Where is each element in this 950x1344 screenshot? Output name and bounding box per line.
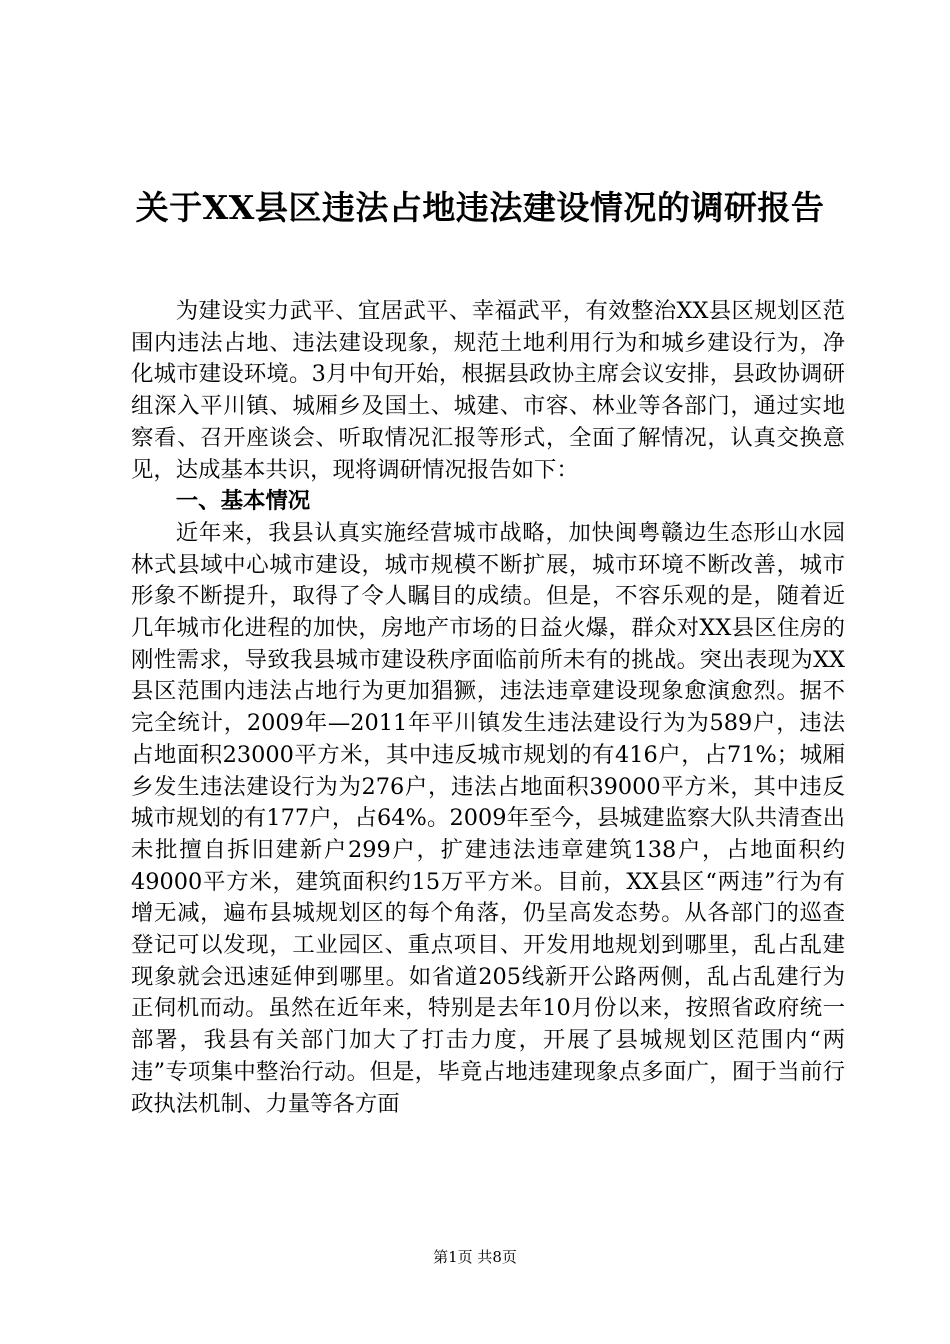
document-body: [131, 296, 845, 1120]
page-number-footer: 第1页 共8页: [433, 1248, 517, 1266]
intro-paragraph: 为建设实力武平、宜居武平、幸福武平，有效整治XX县区规划区范围内违法占地、违法建设现象，规范土地利用行为和城乡建设行为，净化城市建设环境。3月中旬开始，根据县政协主席会议安排，县政协调研组深入平川镇、城厢乡及国土、城建、市容、林业等各部门，通过实地察看、召开座谈会、听取情况汇报等形式，全面了解情况，认真交换意见，达成基本共识，现将调研情况报告如下：: [131, 298, 845, 483]
section-heading-basic-situation: 一、基本情况: [175, 488, 311, 515]
document-title: 关于XX县区违法占地违法建设情况的调研报告: [135, 188, 825, 227]
basic-situation-paragraph: 近年来，我县认真实施经营城市战略，加快闽粤赣边生态形山水园林式县域中心城市建设，城市规模不断扩展，城市环境不断改善，城市形象不断提升，取得了令人瞩目的成绩。但是，不容乐观的是，随着近几年城市化进程的加快，房地产市场的日益火爆，群众对XX县区住房的刚性需求，导致我县城市建设秩序面临前所未有的挑战。突出表现为XX县区范围内违法占地行为更加猖獗，违法违章建设现象愈演愈烈。据不完全统计，2009年—2011年平川镇发生违法建设行为为589户，违法占地面积23000平方米，其中违反城市规划的有416户，占71%；城厢乡发生违法建设行为为276户，违法占地面积39000平方米，其中违反城市规划的有177户，占64%。2009年至今，县城建监察大队共清查出未批擅自拆旧建新户299户，扩建违法违章建筑138户，占地面积约49000平方米，建筑面积约15万平方米。目前，XX县区“两违”行为有增无减，遍布县城规划区的每个角落，仍呈高发态势。从各部门的巡查登记可以发现，工业园区、重点项目、开发用地规划到哪里，乱占乱建现象就会迅速延伸到哪里。如省道205线新开公路两侧，乱占乱建行为正伺机而动。虽然在近年来，特别是去年10月份以来，按照省政府统一部署，我县有关部门加大了打击力度，开展了县城规划区范围内“两违”专项集中整治行动。但是，毕竟占地违建现象点多面广，囿于当前行政执法机制、力量等各方面: [131, 519, 845, 1117]
